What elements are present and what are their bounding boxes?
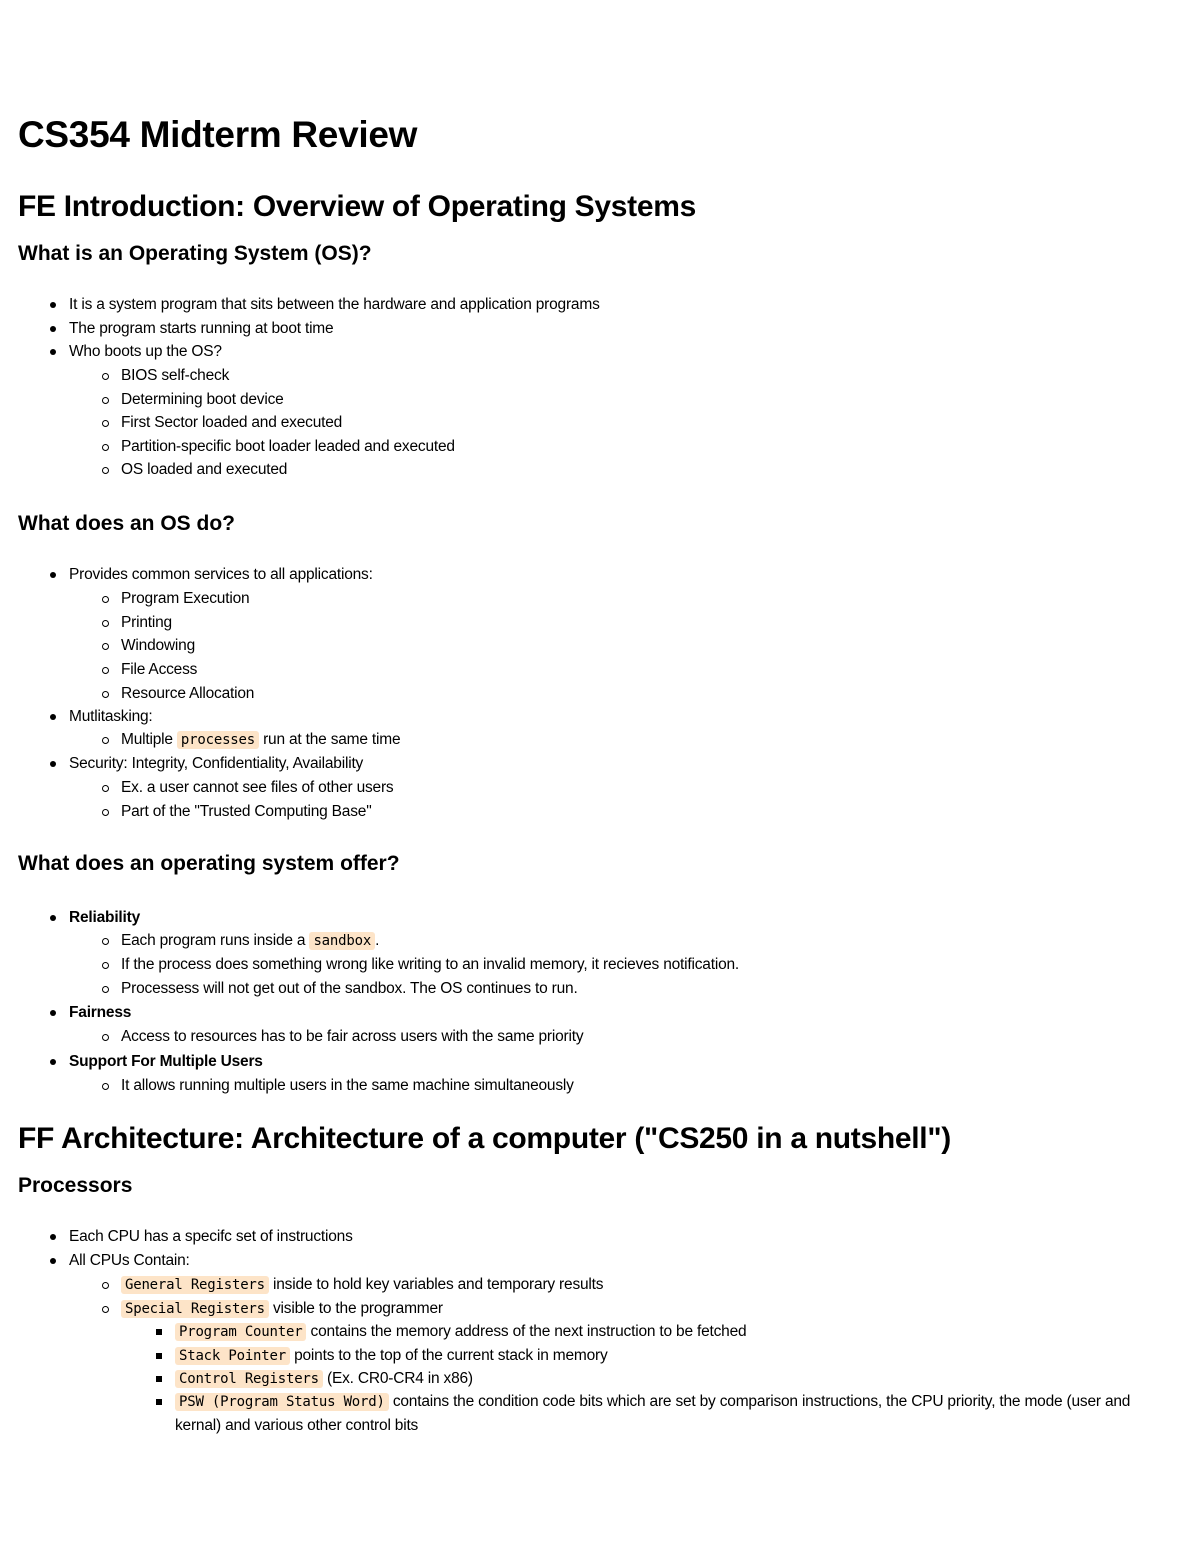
list-item: Provides common services to all applications: bbox=[69, 565, 373, 585]
list-item: Support For Multiple Users bbox=[69, 1052, 263, 1072]
list-item: Printing bbox=[121, 613, 172, 633]
inline-code: Stack Pointer bbox=[175, 1347, 290, 1365]
list-item: Each program runs inside a sandbox . bbox=[121, 931, 379, 951]
list-item: Partition-specific boot loader leaded and executed bbox=[121, 437, 455, 457]
section-heading-introduction: FE Introduction: Overview of Operating Systems bbox=[18, 190, 696, 223]
list-item: Part of the "Trusted Computing Base" bbox=[121, 802, 372, 822]
list-item: Windowing bbox=[121, 636, 195, 656]
inline-code: sandbox bbox=[309, 932, 375, 950]
list-item: Control Registers (Ex. CR0-CR4 in x86) bbox=[175, 1369, 473, 1389]
inline-code: Program Counter bbox=[175, 1323, 306, 1341]
inline-code: General Registers bbox=[121, 1276, 269, 1294]
list-item: Program Counter contains the memory address of the next instruction to be fetched bbox=[175, 1322, 746, 1342]
list-item: Processess will not get out of the sandbox. The OS continues to run. bbox=[121, 979, 578, 999]
subheading-what-is-os: What is an Operating System (OS)? bbox=[18, 242, 372, 265]
list-item: Each CPU has a specifc set of instructions bbox=[69, 1227, 353, 1247]
list-item: Determining boot device bbox=[121, 390, 284, 410]
list-item: Who boots up the OS? bbox=[69, 342, 222, 362]
subheading-processors: Processors bbox=[18, 1174, 133, 1197]
list-item: Multiple processes run at the same time bbox=[121, 730, 400, 750]
list-item: Fairness bbox=[69, 1003, 131, 1023]
inline-code: processes bbox=[177, 731, 259, 749]
list-item: General Registers inside to hold key variables and temporary results bbox=[121, 1275, 603, 1295]
section-heading-architecture: FF Architecture: Architecture of a computer ("CS250 in a nutshell") bbox=[18, 1122, 951, 1155]
subheading-what-os-does: What does an OS do? bbox=[18, 512, 236, 535]
list-item: Security: Integrity, Confidentiality, Availability bbox=[69, 754, 363, 774]
page-title: CS354 Midterm Review bbox=[18, 114, 418, 155]
list-item: Mutlitasking: bbox=[69, 707, 153, 727]
list-item: Stack Pointer points to the top of the current stack in memory bbox=[175, 1346, 608, 1366]
list-item: It is a system program that sits between the hardware and application programs bbox=[69, 295, 600, 315]
list-item: All CPUs Contain: bbox=[69, 1251, 190, 1271]
list-item: The program starts running at boot time bbox=[69, 319, 333, 339]
list-item: Resource Allocation bbox=[121, 684, 254, 704]
list-item: It allows running multiple users in the same machine simultaneously bbox=[121, 1076, 574, 1096]
list-item: Access to resources has to be fair across users with the same priority bbox=[121, 1027, 583, 1047]
list-item: Reliability bbox=[69, 908, 140, 928]
list-item: First Sector loaded and executed bbox=[121, 413, 342, 433]
list-item: Ex. a user cannot see files of other users bbox=[121, 778, 393, 798]
subheading-what-os-offers: What does an operating system offer? bbox=[18, 852, 400, 875]
list-item: PSW (Program Status Word) contains the condition code bits which are set by comparison instructions, the CPU priority, the mode (user and kernal) and various other control bits bbox=[175, 1390, 1150, 1438]
list-item: File Access bbox=[121, 660, 197, 680]
inline-code: Special Registers bbox=[121, 1300, 269, 1318]
list-item: Special Registers visible to the programmer bbox=[121, 1299, 443, 1319]
list-item: BIOS self-check bbox=[121, 366, 229, 386]
inline-code: PSW (Program Status Word) bbox=[175, 1393, 389, 1411]
inline-code: Control Registers bbox=[175, 1370, 323, 1388]
list-item: Program Execution bbox=[121, 589, 249, 609]
list-item: If the process does something wrong like writing to an invalid memory, it recieves notification. bbox=[121, 955, 739, 975]
list-item: OS loaded and executed bbox=[121, 460, 287, 480]
